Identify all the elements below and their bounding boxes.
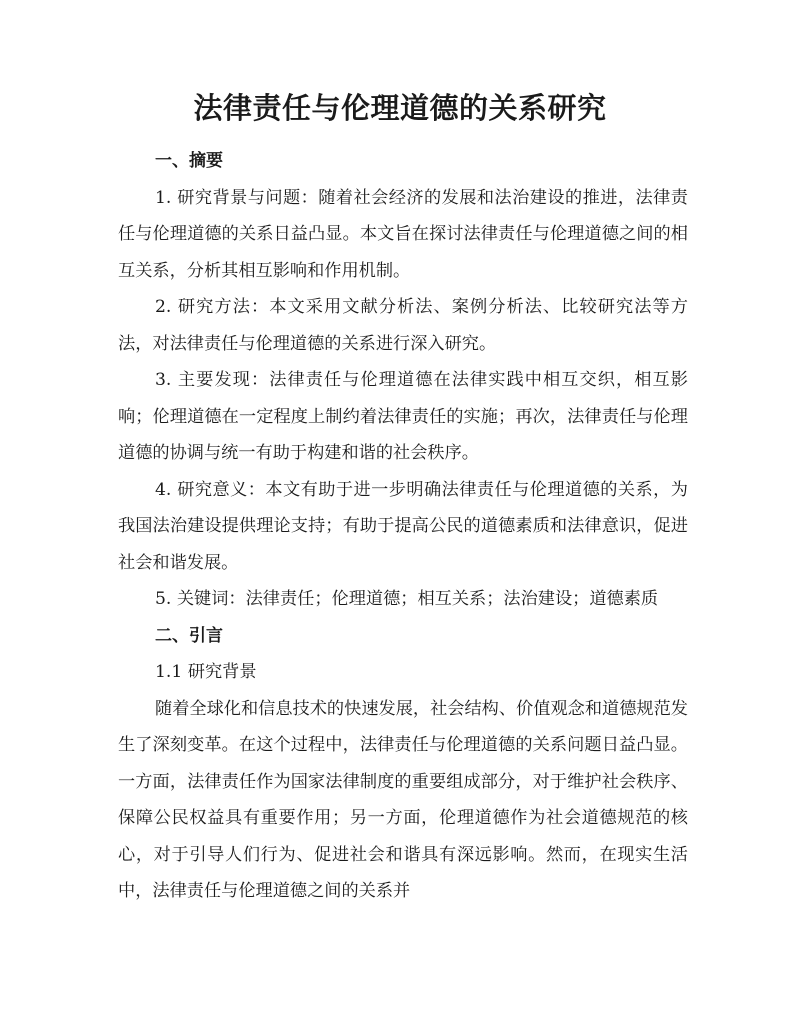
abstract-item-findings: 3. 主要发现：法律责任与伦理道德在法律实践中相互交织，相互影响；伦理道德在一定程度上制约着法律责任的实施；再次，法律责任与伦理道德的协调与统一有助于构建和谐的社会秩序。 bbox=[118, 370, 688, 463]
section-heading-abstract: 一、摘要 bbox=[155, 151, 223, 171]
abstract-item-significance: 4. 研究意义：本文有助于进一步明确法律责任与伦理道德的关系，为我国法治建设提供理论支持；有助于提高公民的道德素质和法律意识，促进社会和谐发展。 bbox=[118, 479, 688, 573]
subsection-heading-background: 1.1 研究背景 bbox=[155, 662, 257, 682]
document-body bbox=[118, 143, 688, 910]
document-title: 法律责任与伦理道德的关系研究 bbox=[193, 91, 607, 125]
abstract-item-keywords: 5. 关键词：法律责任；伦理道德；相互关系；法治建设；道德素质 bbox=[155, 589, 659, 609]
abstract-item-background: 1. 研究背景与问题：随着社会经济的发展和法治建设的推进，法律责任与伦理道德的关系日益凸显。本文旨在探讨法律责任与伦理道德之间的相互关系，分析其相互影响和作用机制。 bbox=[118, 187, 688, 281]
section-heading-introduction: 二、引言 bbox=[155, 625, 223, 646]
introduction-paragraph: 随着全球化和信息技术的快速发展，社会结构、价值观念和道德规范发生了深刻变革。在这个过程中，法律责任与伦理道德的关系问题日益凸显。一方面，法律责任作为国家法律制度的重要组成部分，对于维护社会秩序、保障公民权益具有重要作用；另一方面，伦理道德作为社会道德规范的核心，对于引导人们行为、促进社会和谐具有深远影响。然而，在现实生活中，法律责任与伦理道德之间的关系并 bbox=[118, 698, 688, 901]
abstract-item-methods: 2. 研究方法：本文采用文献分析法、案例分析法、比较研究法等方法，对法律责任与伦理道德的关系进行深入研究。 bbox=[118, 297, 688, 354]
